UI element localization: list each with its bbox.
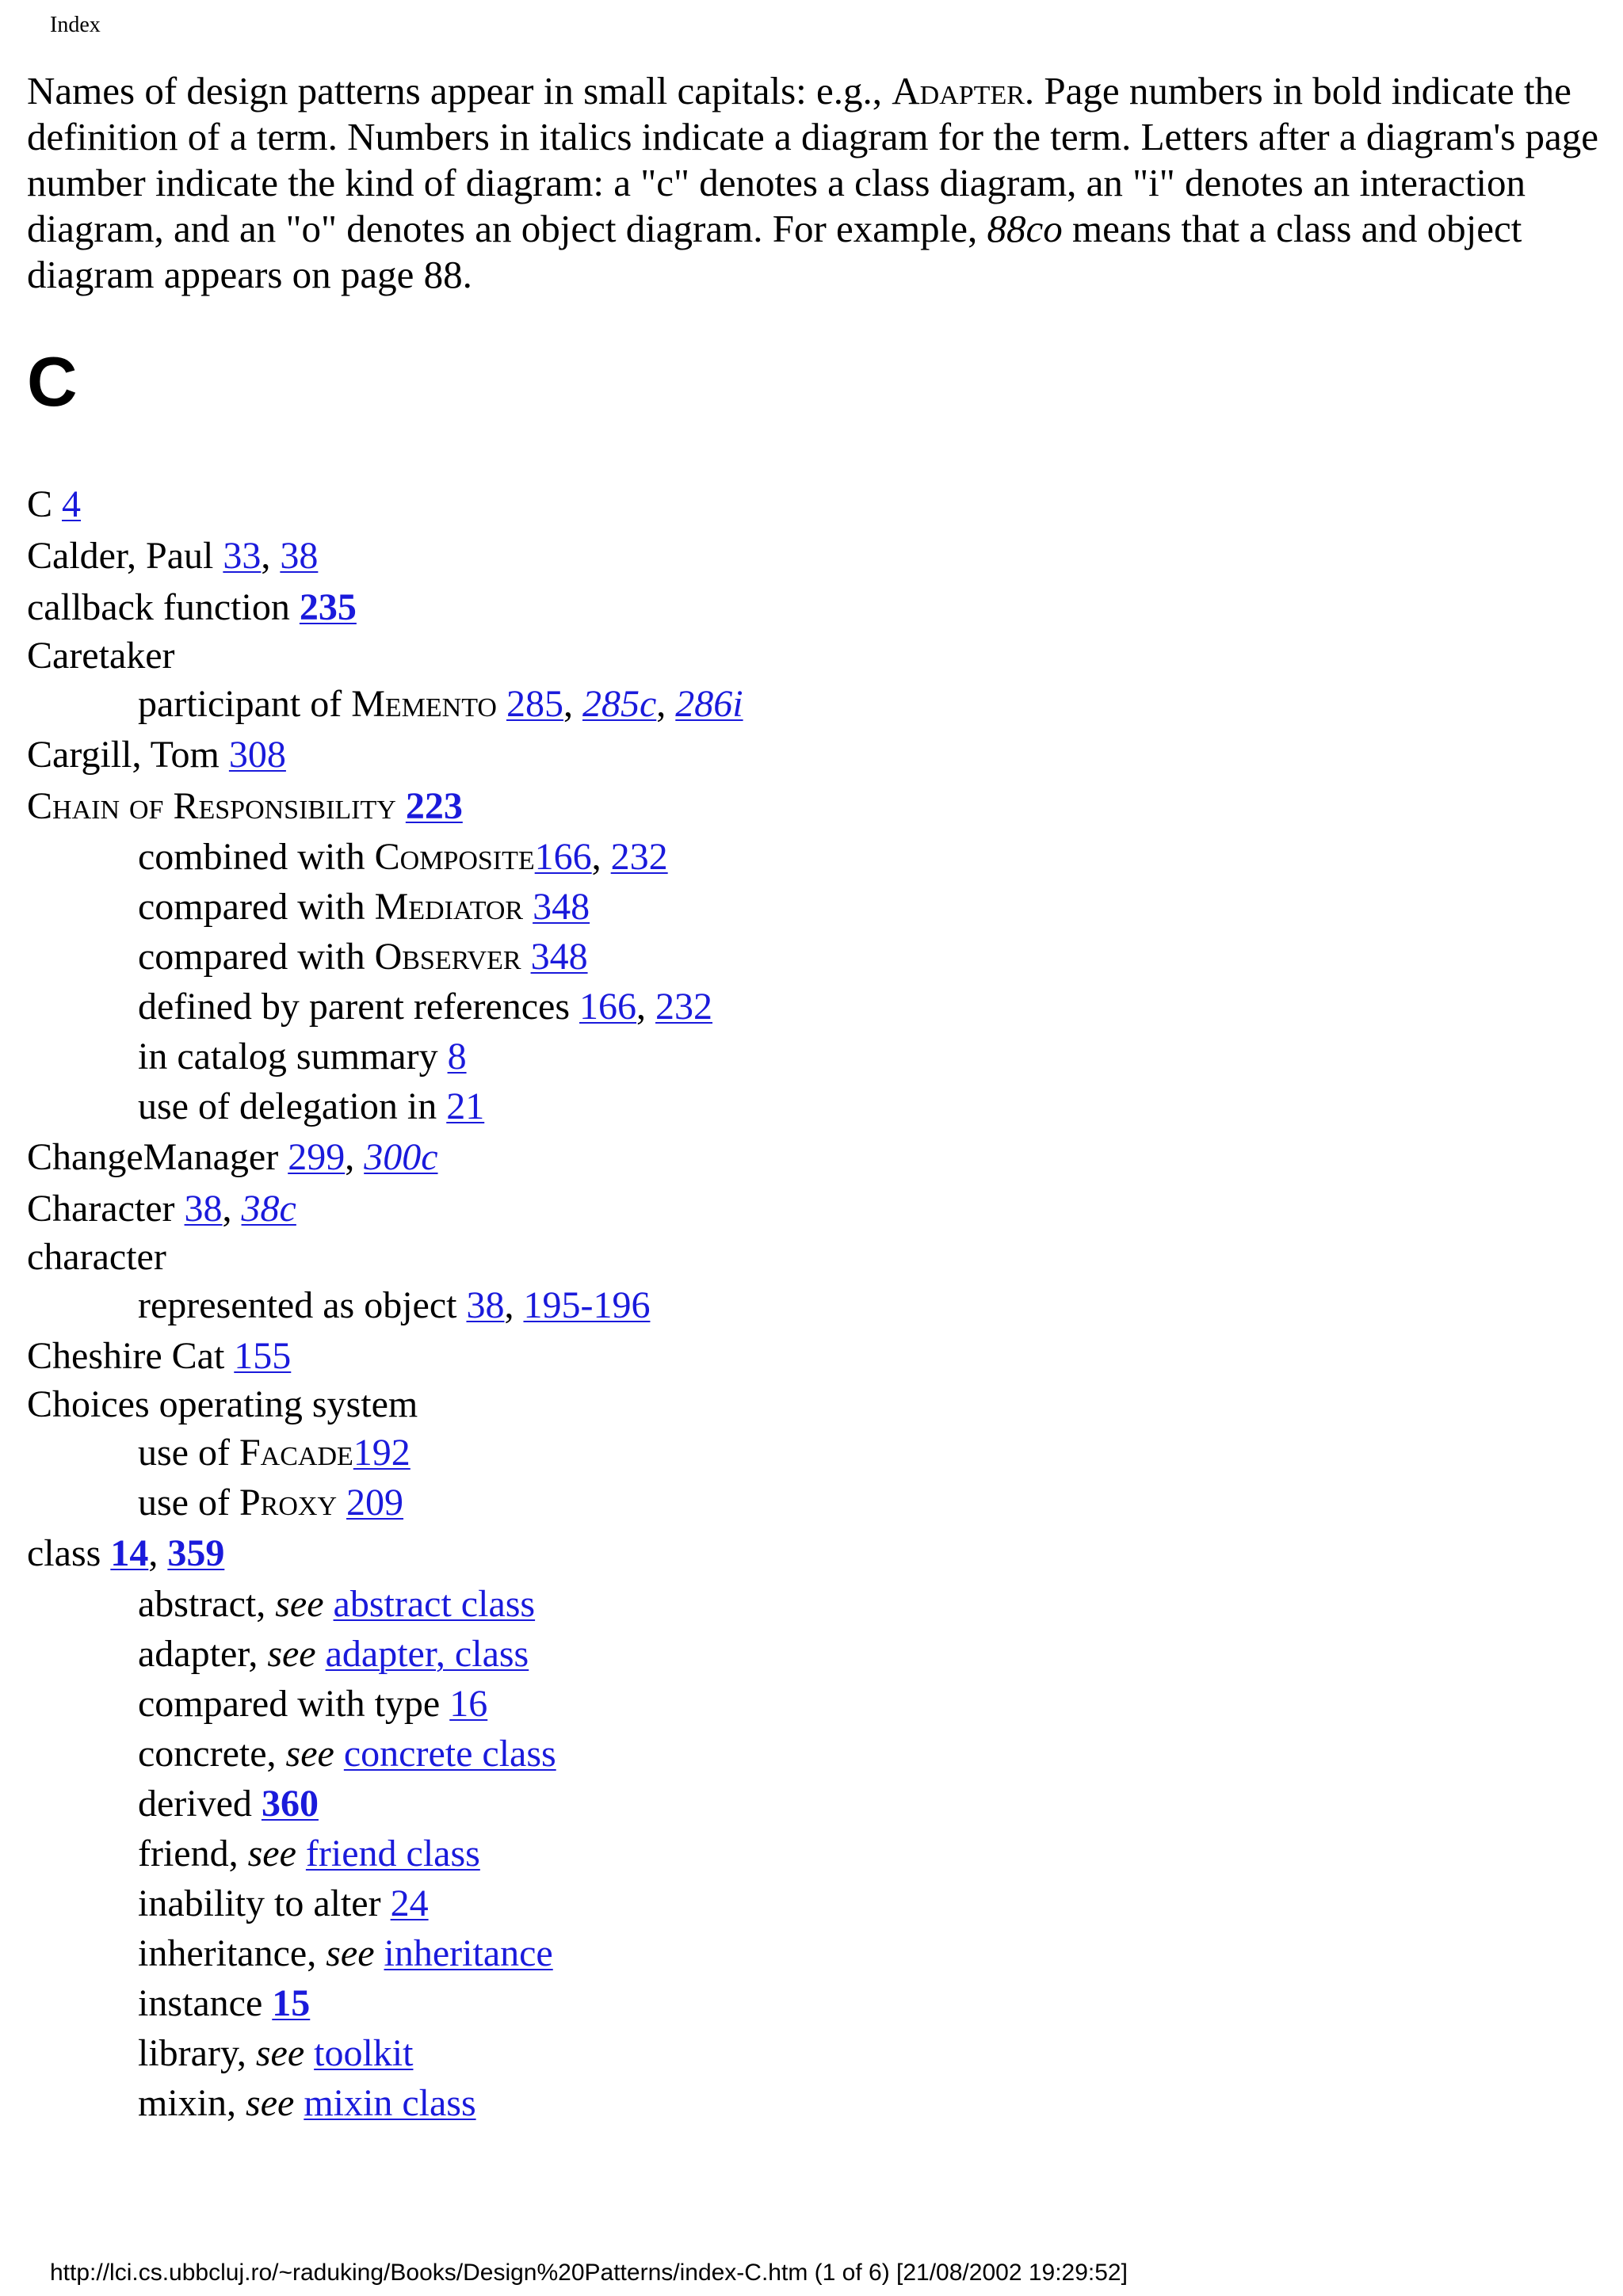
index-subentry: use of Facade192	[138, 1432, 411, 1474]
pattern-name: Proxy	[239, 1482, 338, 1524]
page-ref-link[interactable]: 232	[655, 986, 713, 1028]
index-subentry: inability to alter 24	[138, 1882, 429, 1924]
index-subentry: defined by parent references 166, 232	[138, 986, 713, 1028]
page-header: Index	[50, 13, 101, 37]
index-subentry: use of delegation in 21	[138, 1085, 485, 1127]
index-subentry: adapter, see adapter, class	[138, 1633, 529, 1675]
page-ref-link[interactable]: 299	[288, 1136, 346, 1178]
intro-text: means that a class and object diagram appears on page 88.	[27, 207, 1522, 296]
see-reference: see	[255, 2032, 305, 2074]
see-reference: see	[247, 1833, 296, 1875]
page-ref-link[interactable]: 285	[506, 683, 563, 725]
entry-term: Calder, Paul	[27, 535, 214, 577]
see-reference: see	[326, 1932, 375, 1974]
index-entry	[27, 582, 1596, 633]
entry-term: Cargill, Tom	[27, 734, 220, 776]
page-ref-link[interactable]: 348	[530, 936, 588, 978]
index-subentry: concrete, see concrete class	[138, 1733, 556, 1775]
page-ref-link[interactable]: 166	[534, 836, 592, 878]
page-ref-link[interactable]: 16	[449, 1683, 488, 1725]
index-entry	[27, 633, 1596, 679]
pattern-name: Observer	[374, 936, 521, 978]
page-ref-link[interactable]: 38c	[241, 1188, 296, 1230]
pattern-name: Mediator	[374, 886, 524, 928]
page-ref-link[interactable]: 38	[466, 1284, 505, 1326]
page-ref-link[interactable]: 360	[261, 1783, 319, 1825]
intro-text: . Page numbers in bold indicate the definition of a term. Numbers in italics indicate a diagram for the term. Letters after a diagram's page number indicate the kind of diagram: a "c" denotes a class diagram, an "i" denotes an interaction diagram, and an "o" denotes an object diagram. For example,	[27, 69, 1599, 250]
page-ref-link[interactable]: 8	[447, 1035, 467, 1077]
index-subentry: library, see toolkit	[138, 2032, 414, 2074]
entry-term: Choices operating system	[27, 1383, 418, 1425]
page-ref-link[interactable]: 223	[405, 785, 463, 827]
see-reference: see	[246, 2082, 295, 2124]
cross-ref-link[interactable]: adapter, class	[325, 1633, 529, 1675]
index-entry: ChangeManager 299, 300c	[27, 1136, 438, 1178]
page-ref-link[interactable]: 195-196	[523, 1284, 651, 1326]
page-ref-link[interactable]: 359	[167, 1532, 225, 1574]
page-ref-link[interactable]: 166	[579, 986, 637, 1028]
entry-term: ChangeManager	[27, 1136, 279, 1178]
page-ref-link[interactable]: 300c	[364, 1136, 438, 1178]
page-ref-link[interactable]: 38	[280, 535, 319, 577]
pattern-name: Facade	[239, 1432, 353, 1474]
intro-example-ref: 88co	[987, 207, 1063, 250]
index-subentry: compared with type 16	[138, 1683, 488, 1725]
cross-ref-link[interactable]: abstract class	[333, 1583, 536, 1625]
index-intro-paragraph	[27, 68, 1600, 298]
index-entry	[27, 479, 1596, 530]
index-subentry: inheritance, see inheritance	[138, 1932, 553, 1974]
entry-term: Cheshire Cat	[27, 1335, 225, 1377]
entry-term: Chain of Responsibility	[27, 785, 396, 827]
index-entry: class 14, 359	[27, 1532, 225, 1574]
index-subentry: friend, see friend class	[138, 1833, 480, 1875]
index-subentry: use of Proxy 209	[138, 1482, 404, 1524]
see-reference: see	[285, 1733, 334, 1775]
see-reference: see	[275, 1583, 324, 1625]
page-ref-link[interactable]: 308	[228, 734, 286, 776]
page-ref-link[interactable]: 285c	[582, 683, 657, 725]
page-ref-link[interactable]: 209	[346, 1482, 404, 1524]
see-reference: see	[267, 1633, 316, 1675]
page-ref-link[interactable]: 21	[446, 1085, 485, 1127]
page-footer-url: http://lci.cs.ubbcluj.ro/~raduking/Books/Design%20Patterns/index-C.htm (1 of 6) [21/08/2002 19:29:52]	[50, 2260, 1128, 2286]
entry-term: Character	[27, 1188, 175, 1230]
page-ref-link[interactable]: 38	[184, 1188, 223, 1230]
entry-term: Caretaker	[27, 635, 175, 677]
section-heading: C	[27, 342, 78, 421]
index-subentry: derived 360	[138, 1783, 319, 1825]
index-subentry: abstract, see abstract class	[138, 1583, 536, 1625]
page-ref-link[interactable]: 348	[533, 886, 590, 928]
page-ref-link[interactable]: 4	[62, 483, 82, 525]
entry-term: C	[27, 483, 53, 525]
page-ref-link[interactable]: 192	[353, 1432, 411, 1474]
index-subentry: represented as object 38, 195-196	[138, 1284, 651, 1326]
index-subentry: mixin, see mixin class	[138, 2082, 476, 2124]
page-ref-link[interactable]: 14	[110, 1532, 149, 1574]
entry-term: callback function	[27, 586, 290, 628]
index-entry	[27, 1330, 1596, 1382]
cross-ref-link[interactable]: toolkit	[314, 2032, 414, 2074]
page-ref-link[interactable]: 286i	[675, 683, 743, 725]
index-subentry: compared with Observer 348	[138, 936, 588, 978]
cross-ref-link[interactable]: concrete class	[343, 1733, 556, 1775]
cross-ref-link[interactable]: mixin class	[304, 2082, 476, 2124]
pattern-name: Composite	[374, 836, 535, 878]
index-subentry: instance 15	[138, 1982, 311, 2024]
index-entry: Calder, Paul 33, 38	[27, 535, 319, 577]
index-entry	[27, 729, 1596, 780]
index-entry: Character 38, 38c	[27, 1188, 296, 1230]
cross-ref-link[interactable]: friend class	[305, 1833, 480, 1875]
entry-term: character	[27, 1236, 166, 1278]
page-ref-link[interactable]: 24	[390, 1882, 429, 1924]
entry-term: class	[27, 1532, 101, 1574]
index-subentry: combined with Composite166, 232	[138, 836, 668, 878]
index-entry	[27, 780, 1596, 832]
page-ref-link[interactable]: 155	[234, 1335, 292, 1377]
index-entry	[27, 1382, 1596, 1428]
cross-ref-link[interactable]: inheritance	[384, 1932, 553, 1974]
index-subentry: in catalog summary 8	[138, 1035, 467, 1077]
intro-example-pattern: Adapter	[892, 69, 1025, 113]
index-list	[27, 479, 1596, 2128]
page-ref-link[interactable]: 15	[272, 1982, 311, 2024]
index-subentry: participant of Memento 285, 285c, 286i	[138, 683, 743, 725]
index-subentry: compared with Mediator 348	[138, 886, 590, 928]
intro-text: Names of design patterns appear in small capitals: e.g.,	[27, 69, 892, 113]
page-ref-link[interactable]: 33	[223, 535, 262, 577]
page-ref-link[interactable]: 235	[299, 586, 357, 628]
page-ref-link[interactable]: 232	[610, 836, 668, 878]
index-entry	[27, 1234, 1596, 1280]
pattern-name: Memento	[351, 683, 497, 725]
